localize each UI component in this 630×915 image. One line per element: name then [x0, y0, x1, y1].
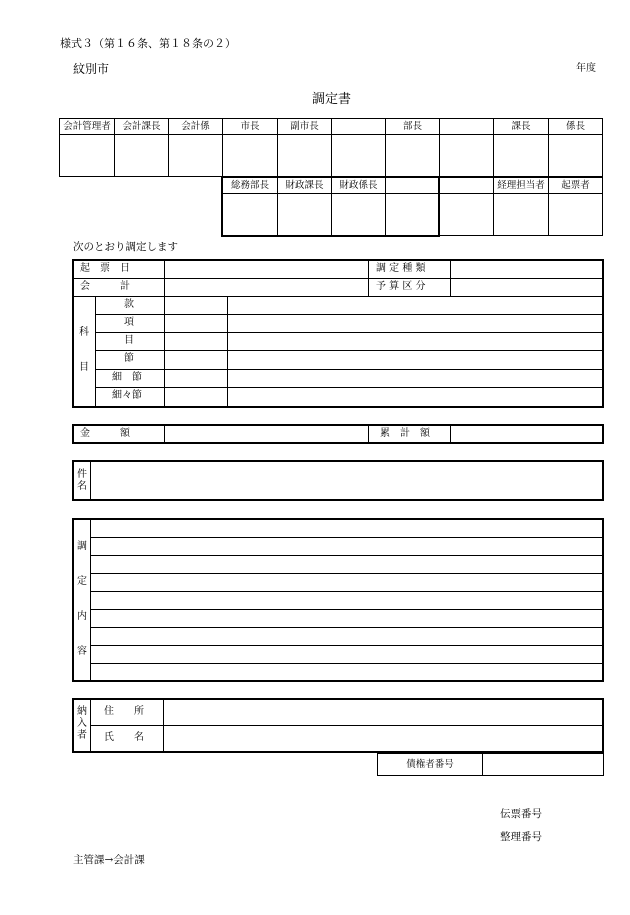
stamp-cell[interactable] — [549, 194, 603, 236]
kamoku-kou: 項 — [124, 317, 134, 328]
stamp-cell[interactable] — [440, 135, 494, 177]
creditor-number-table — [377, 753, 604, 776]
stamp-cell[interactable] — [278, 135, 332, 177]
stamp-cell[interactable] — [494, 135, 549, 177]
creditor-number-field[interactable] — [483, 754, 604, 776]
approval-title-cell: 課長 — [494, 119, 549, 135]
content-frame — [72, 518, 604, 682]
kamoku-label-top: 科 — [79, 327, 89, 338]
kamoku-moku: 目 — [124, 335, 134, 346]
approval-title-cell: 会計課長 — [115, 119, 169, 135]
payer-label-2: 入 — [77, 718, 87, 729]
kamoku-kan: 款 — [124, 299, 134, 310]
routing-text: 主管課→会計課 — [73, 854, 145, 866]
amount-frame — [72, 424, 604, 444]
subject-label-2: 名 — [77, 481, 87, 492]
stamp-cell[interactable] — [169, 135, 223, 177]
main-info-frame — [72, 259, 604, 408]
creditor-number-label: 債権者番号 — [378, 754, 483, 776]
approval-title-cell: 財政課長 — [278, 178, 332, 194]
stamp-cell[interactable] — [60, 135, 115, 177]
stamp-cell[interactable] — [549, 135, 603, 177]
approval-title-cell: 総務部長 — [223, 178, 278, 194]
approval-title-cell — [440, 119, 494, 135]
ruikei-label: 累 計 額 — [380, 428, 430, 439]
page-title: 調定書 — [312, 92, 352, 107]
kamoku-label-bottom: 目 — [79, 362, 89, 373]
approval-title-cell: 起票者 — [549, 178, 603, 194]
intro-text: 次のとおり調定します — [73, 241, 178, 253]
content-label-4: 容 — [77, 646, 87, 657]
stamp-cell[interactable] — [440, 194, 494, 236]
stamp-cell[interactable] — [386, 135, 440, 177]
content-label-1: 調 — [77, 541, 87, 552]
kihyo-date-label: 起 票 日 — [80, 263, 130, 274]
content-label-2: 定 — [77, 576, 87, 587]
payer-address-label: 住 所 — [104, 706, 144, 717]
payer-label-1: 納 — [77, 706, 87, 717]
budget-class-label: 予 算 区 分 — [376, 281, 426, 292]
reference-number-label: 整理番号 — [500, 831, 542, 843]
stamp-cell[interactable] — [115, 135, 169, 177]
approval-title-cell: 副市長 — [278, 119, 332, 135]
stamp-cell[interactable] — [494, 194, 549, 236]
approval-title-cell: 部長 — [386, 119, 440, 135]
payer-label-3: 者 — [77, 730, 87, 741]
city-name: 紋別市 — [73, 62, 110, 76]
approval-title-cell: 会計管理者 — [60, 119, 115, 135]
chotei-type-label: 調 定 種 類 — [376, 263, 426, 274]
approval-title-cell: 経理担当者 — [494, 178, 549, 194]
slip-number-label: 伝票番号 — [500, 808, 542, 820]
kamoku-saisaisetsu: 細々節 — [112, 390, 142, 401]
stamp-cell[interactable] — [332, 135, 386, 177]
approval-title-cell — [440, 178, 494, 194]
fiscal-year-label: 年度 — [576, 63, 596, 74]
subject-frame — [72, 460, 604, 501]
subject-label-1: 件 — [77, 469, 87, 480]
kamoku-setsu: 節 — [124, 353, 134, 364]
stamp-cell[interactable] — [223, 135, 278, 177]
approval-title-cell: 財政係長 — [332, 178, 386, 194]
kamoku-saisetsu: 細 節 — [112, 372, 142, 383]
approval-title-cell — [332, 119, 386, 135]
form-number: 様式３（第１６条、第１８条の２） — [60, 37, 236, 50]
payer-name-label: 氏 名 — [104, 732, 144, 743]
approval-title-cell: 会計係 — [169, 119, 223, 135]
kaikei-label: 会 計 — [80, 281, 130, 292]
finance-approval-frame — [221, 176, 440, 237]
approval-table-top — [59, 118, 603, 177]
kingaku-label: 金 額 — [80, 428, 130, 439]
approval-title-cell: 係長 — [549, 119, 603, 135]
approval-title-cell: 市長 — [223, 119, 278, 135]
content-label-3: 内 — [77, 611, 87, 622]
